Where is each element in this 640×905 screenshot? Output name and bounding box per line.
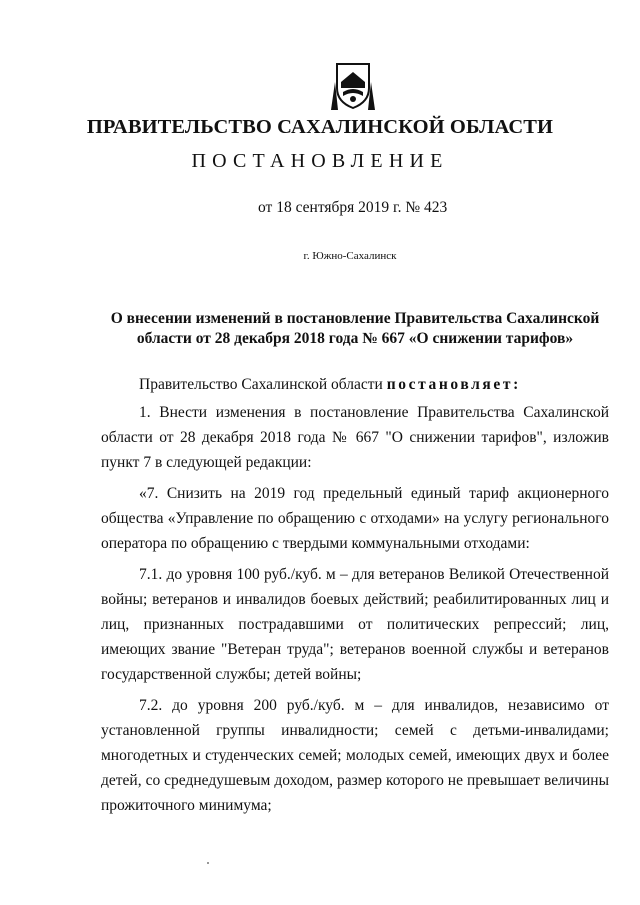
document-body xyxy=(101,372,609,818)
document-date-number: от 18 сентября 2019 г. № 423 xyxy=(258,199,448,216)
paragraph-4: 7.2. до уровня 200 руб./куб. м – для инвалидов, независимо от установленной группы инвалидности; семей с детьми-инвалидами; многодетных и студенческих семей; молодых семей, имеющих двух и более детей, со среднедушевым доходом, размер которого не превышает величины прожиточного минимума; xyxy=(101,697,609,814)
paragraph-1: 1. Внести изменения в постановление Правительства Сахалинской области от 28 декабря 2018 года № 667 "О снижении тарифов", изложив пункт 7 в следующей редакции: xyxy=(101,404,609,471)
title-line: области от 28 декабря 2018 года № 667 «О снижении тарифов» xyxy=(136,330,574,347)
paragraph-2: «7. Снизить на 2019 год предельный единый тариф акционерного общества «Управление по обращению с отходами» на услугу регионального оператора по обращению с твердыми коммунальными отходами: xyxy=(101,485,609,552)
document-title xyxy=(100,309,610,349)
document-city: г. Южно-Сахалинск xyxy=(303,250,397,262)
intro-verb: постановляет: xyxy=(386,376,521,393)
government-name: ПРАВИТЕЛЬСТВО САХАЛИНСКОЙ ОБЛАСТИ xyxy=(86,116,554,138)
intro-prefix: Правительство Сахалинской области xyxy=(139,376,387,393)
sakhalin-coat-of-arms-icon xyxy=(329,62,377,112)
intro-paragraph xyxy=(101,372,609,397)
document-type: ПОСТАНОВЛЕНИЕ xyxy=(191,150,449,172)
title-line: О внесении изменений в постановление Правительства Сахалинской xyxy=(110,310,600,327)
scan-speck xyxy=(207,862,209,864)
paragraph-3: 7.1. до уровня 100 руб./куб. м – для ветеранов Великой Отечественной войны; ветеранов и инвалидов боевых действий; реабилитированных лиц и лиц, признанных пострадавшими от политических репрессий; лиц, имеющих звание "Ветеран труда"; ветеранов военной службы и ветеранов государственной службы; детей войны; xyxy=(101,566,609,683)
